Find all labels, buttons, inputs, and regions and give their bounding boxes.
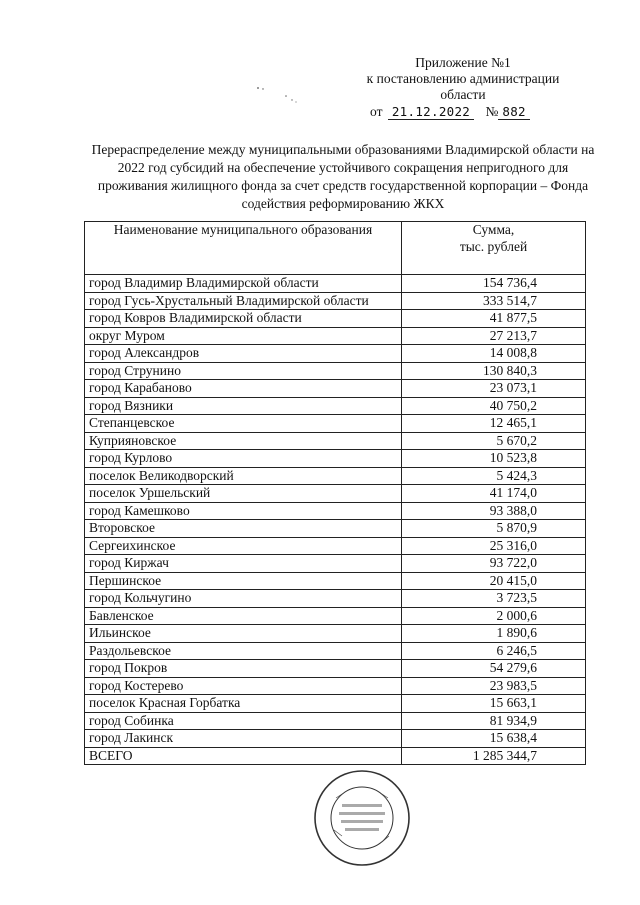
table-row <box>85 642 586 660</box>
subsidy-amount: 2 000,6 <box>402 607 586 625</box>
table-row <box>85 397 586 415</box>
municipality-name: город Струнино <box>85 362 402 380</box>
column-header-name <box>85 222 402 275</box>
table-row <box>85 345 586 363</box>
municipality-name: город Камешково <box>85 502 402 520</box>
table-row <box>85 415 586 433</box>
subsidy-amount: 5 670,2 <box>402 432 586 450</box>
table-row <box>85 660 586 678</box>
municipality-name: Бавленское <box>85 607 402 625</box>
table-row <box>85 485 586 503</box>
subsidy-amount: 10 523,8 <box>402 450 586 468</box>
subsidy-amount: 15 663,1 <box>402 695 586 713</box>
subsidy-amount: 3 723,5 <box>402 590 586 608</box>
subsidy-amount: 25 316,0 <box>402 537 586 555</box>
total-sum: 1 285 344,7 <box>402 747 586 765</box>
table-row <box>85 275 586 293</box>
column-header-sum-line1: Сумма, <box>472 222 515 237</box>
order-number: 882 <box>498 104 529 120</box>
municipality-name: Сергеихинское <box>85 537 402 555</box>
table-row <box>85 432 586 450</box>
table-row <box>85 292 586 310</box>
municipality-name: город Александров <box>85 345 402 363</box>
municipality-name: округ Муром <box>85 327 402 345</box>
municipality-name: поселок Красная Горбатка <box>85 695 402 713</box>
official-stamp <box>312 768 412 868</box>
column-header-sum <box>402 222 586 275</box>
municipality-name: город Лакинск <box>85 730 402 748</box>
subsidy-amount: 81 934,9 <box>402 712 586 730</box>
municipality-name: поселок Великодворский <box>85 467 402 485</box>
order-prefix: от <box>370 104 383 119</box>
table-row <box>85 467 586 485</box>
order-date: 21.12.2022 <box>388 104 474 120</box>
appendix-line: к постановлению администрации <box>366 71 560 86</box>
municipality-name: Ильинское <box>85 625 402 643</box>
appendix-header <box>338 55 588 103</box>
subsidy-amount: 1 890,6 <box>402 625 586 643</box>
municipality-name: город Курлово <box>85 450 402 468</box>
municipality-name: город Кольчугино <box>85 590 402 608</box>
subsidy-amount: 54 279,6 <box>402 660 586 678</box>
total-label: ВСЕГО <box>85 747 402 765</box>
municipality-name: поселок Уршельский <box>85 485 402 503</box>
table-row <box>85 607 586 625</box>
subsidy-amount: 333 514,7 <box>402 292 586 310</box>
municipality-name: город Ковров Владимирской области <box>85 310 402 328</box>
table-row <box>85 450 586 468</box>
municipality-name: Раздольевское <box>85 642 402 660</box>
subsidy-amount: 41 877,5 <box>402 310 586 328</box>
table-header-row <box>85 222 586 275</box>
subsidy-amount: 6 246,5 <box>402 642 586 660</box>
appendix-line: области <box>440 87 486 102</box>
table-row <box>85 625 586 643</box>
column-header-name-text: Наименование муниципального образования <box>113 222 373 237</box>
table-row <box>85 712 586 730</box>
column-header-sum-line2: тыс. рублей <box>459 238 528 254</box>
table-row <box>85 310 586 328</box>
subsidy-amount: 41 174,0 <box>402 485 586 503</box>
subsidy-amount: 5 870,9 <box>402 520 586 538</box>
table-row <box>85 502 586 520</box>
document-title: Перераспределение между муниципальными образованиями Владимирской области на 2022 год субсидий на обеспечение устойчивого сокращения непригодного для проживания жилищного фонда за счет средств государственной корпорации – Фонда содействия реформированию ЖКХ <box>91 142 595 211</box>
municipality-name: город Покров <box>85 660 402 678</box>
subsidy-amount: 23 983,5 <box>402 677 586 695</box>
table-row <box>85 327 586 345</box>
total-row <box>85 747 586 765</box>
subsidy-amount: 27 213,7 <box>402 327 586 345</box>
subsidy-amount: 5 424,3 <box>402 467 586 485</box>
table-row <box>85 730 586 748</box>
table-body <box>85 275 586 765</box>
subsidy-amount: 93 722,0 <box>402 555 586 573</box>
table-row <box>85 590 586 608</box>
subsidy-amount: 154 736,4 <box>402 275 586 293</box>
municipality-name: город Гусь-Хрустальный Владимирской области <box>85 292 402 310</box>
municipality-name: город Владимир Владимирской области <box>85 275 402 293</box>
subsidy-amount: 12 465,1 <box>402 415 586 433</box>
municipality-name: город Вязники <box>85 397 402 415</box>
subsidy-amount: 14 008,8 <box>402 345 586 363</box>
order-number-label: № <box>485 104 499 119</box>
subsidy-amount: 40 750,2 <box>402 397 586 415</box>
municipality-name: город Киржач <box>85 555 402 573</box>
municipality-name: Куприяновское <box>85 432 402 450</box>
table-row <box>85 572 586 590</box>
subsidy-table <box>84 221 586 765</box>
table-row <box>85 537 586 555</box>
subsidy-amount: 20 415,0 <box>402 572 586 590</box>
subsidy-amount: 15 638,4 <box>402 730 586 748</box>
subsidy-amount: 93 388,0 <box>402 502 586 520</box>
subsidy-amount: 130 840,3 <box>402 362 586 380</box>
table-row <box>85 695 586 713</box>
municipality-name: Першинское <box>85 572 402 590</box>
municipality-name: Степанцевское <box>85 415 402 433</box>
appendix-line: Приложение №1 <box>415 55 511 70</box>
subsidy-amount: 23 073,1 <box>402 380 586 398</box>
municipality-name: Второвское <box>85 520 402 538</box>
table-row <box>85 555 586 573</box>
table-row <box>85 677 586 695</box>
table-row <box>85 520 586 538</box>
municipality-name: город Собинка <box>85 712 402 730</box>
scan-specks <box>252 84 302 106</box>
order-reference <box>370 104 530 120</box>
table-row <box>85 380 586 398</box>
municipality-name: город Карабаново <box>85 380 402 398</box>
table-row <box>85 362 586 380</box>
municipality-name: город Костерево <box>85 677 402 695</box>
